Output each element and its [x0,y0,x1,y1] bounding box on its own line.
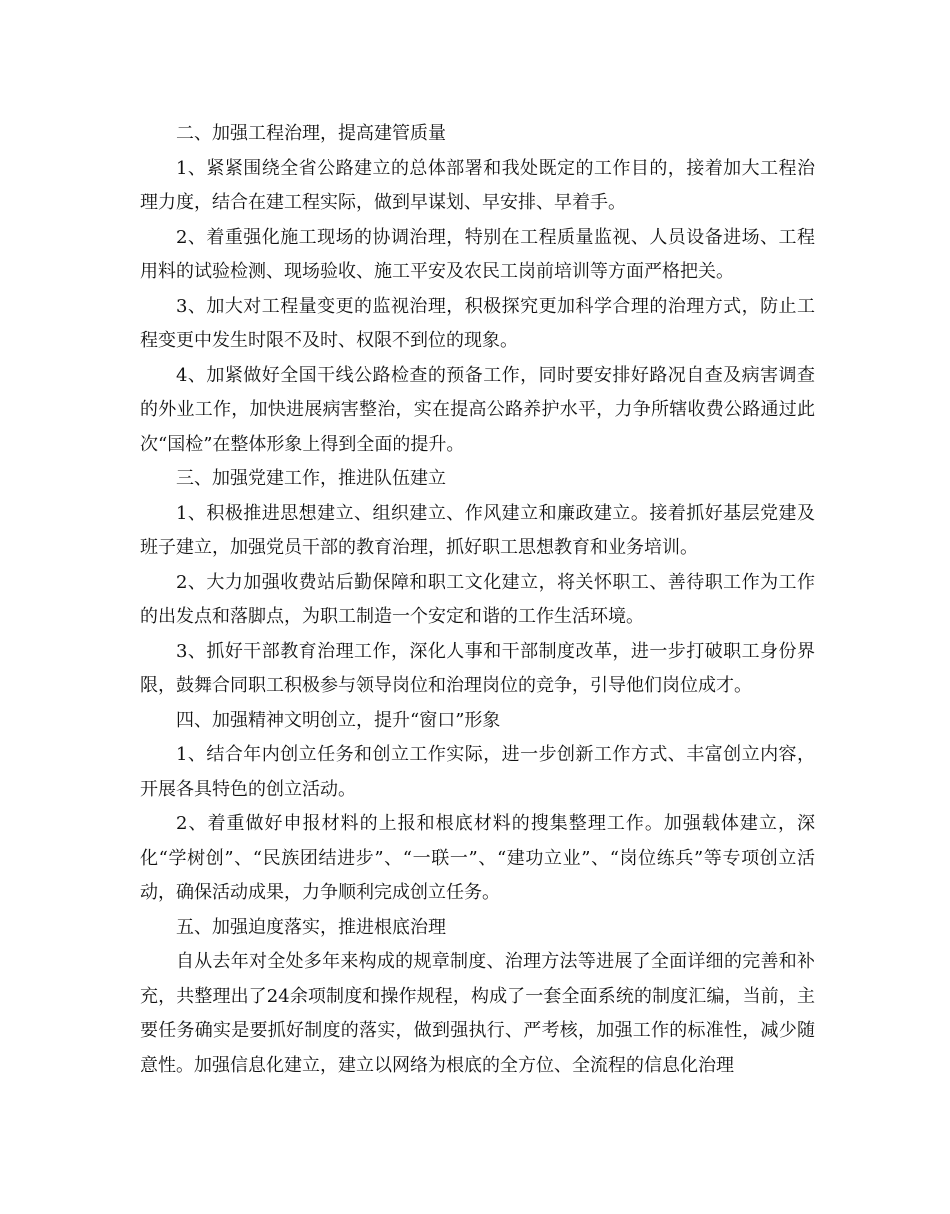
paragraph: 1、积极推进思想建立、组织建立、作风建立和廉政建立。接着抓好基层党建及班子建立，加强党员干部的教育治理，抓好职工思想教育和业务培训。 [140,502,815,558]
paragraph: 1、紧紧围绕全省公路建立的总体部署和我处既定的工作目的，接着加大工程治理力度，结合在建工程实际，做到早谋划、早安排、早着手。 [140,157,815,213]
paragraph: 3、抓好干部教育治理工作，深化人事和干部制度改革，进一步打破职工身份界限，鼓舞合同职工积极参与领导岗位和治理岗位的竞争，引导他们岗位成才。 [140,640,815,696]
section-heading-5: 五、加强迫度落实，推进根底治理 [176,916,446,938]
section-heading-2: 二、加强工程治理，提高建管质量 [176,123,446,144]
paragraph: 2、着重强化施工现场的协调治理，特别在工程质量监视、人员设备进场、工程用料的试验检测、现场验收、施工平安及农民工岗前培训等方面严格把关。 [140,226,815,282]
section-heading-4: 四、加强精神文明创立，提升“窗口”形象 [176,709,501,731]
paragraph: 2、大力加强收费站后勤保障和职工文化建立，将关怀职工、善待职工作为工作的出发点和落脚点，为职工制造一个安定和谐的工作生活环境。 [140,571,815,627]
paragraph: 3、加大对工程量变更的监视治理，积极探究更加科学合理的治理方式，防止工程变更中发生时限不及时、权限不到位的现象。 [140,295,815,351]
paragraph: 1、结合年内创立任务和创立工作实际，进一步创新工作方式、丰富创立内容，开展各具特色的创立活动。 [140,744,815,800]
document-body [140,117,815,1083]
paragraph: 4、加紧做好全国干线公路检查的预备工作，同时要安排好路况自查及病害调查的外业工作，加快进展病害整治，实在提高公路养护水平，力争所辖收费公路通过此次“国检”在整体形象上得到全面的提升。 [140,364,815,455]
section-heading-3: 三、加强党建工作，推进队伍建立 [176,468,446,489]
paragraph: 2、着重做好申报材料的上报和根底材料的搜集整理工作。加强载体建立，深化“学树创”、“民族团结进步”、“一联一”、“建功立业”、“岗位练兵”等专项创立活动，确保活动成果，力争顺利完成创立任务。 [140,813,815,903]
paragraph: 自从去年对全处多年来构成的规章制度、治理方法等进展了全面详细的完善和补充，共整理出了24余项制度和操作规程，构成了一套全面系统的制度汇编，当前，主要任务确实是要抓好制度的落实，做到强执行、严考核，加强工作的标准性，减少随意性。加强信息化建立，建立以网络为根底的全方位、全流程的信息化治理 [140,951,815,1076]
